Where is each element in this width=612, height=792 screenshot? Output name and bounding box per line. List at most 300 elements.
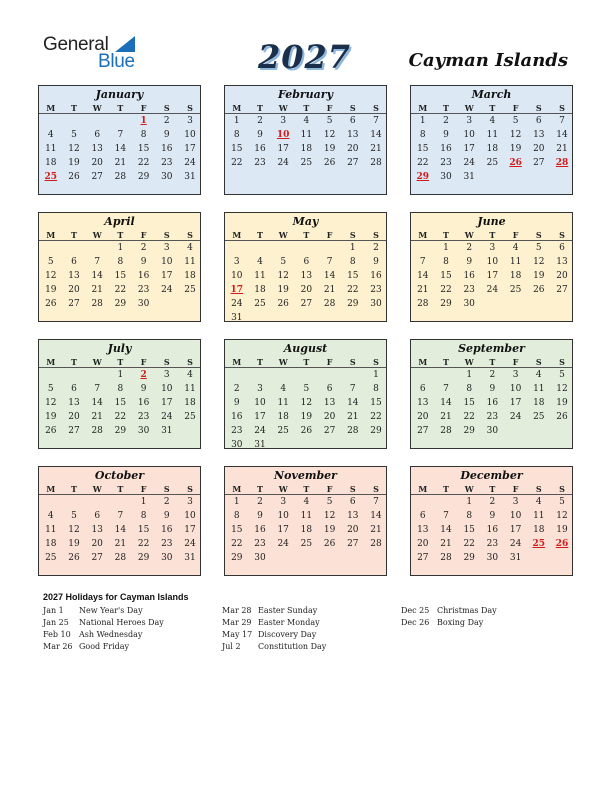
header-divider	[225, 367, 386, 368]
day-cell: 26	[277, 299, 289, 309]
day-cell: 3	[187, 497, 193, 507]
weekday-header	[39, 229, 200, 240]
day-cell: 23	[486, 412, 499, 422]
holiday-day-cell: 28	[555, 158, 569, 168]
weekday-label: S	[373, 484, 379, 494]
day-cell: 24	[254, 426, 266, 436]
day-cell: 7	[94, 257, 101, 267]
day-cell: 17	[509, 525, 522, 535]
day-cell: 8	[419, 130, 426, 140]
weekday-label: T	[257, 484, 263, 494]
day-cell: 11	[300, 511, 313, 521]
day-cell: 18	[254, 285, 266, 295]
day-cell: 3	[233, 257, 240, 267]
weekday-label: S	[559, 230, 565, 240]
weekday-label: T	[257, 103, 263, 113]
day-cell: 9	[233, 398, 240, 408]
day-cell: 19	[45, 412, 57, 422]
month-may	[224, 212, 387, 322]
day-cell: 18	[533, 525, 545, 535]
weekday-label: S	[373, 230, 379, 240]
day-cell: 27	[68, 426, 80, 436]
day-cell: 13	[300, 271, 313, 281]
month-october	[38, 466, 201, 576]
weekday-label: T	[443, 357, 449, 367]
day-cell: 24	[486, 285, 499, 295]
day-cell: 27	[91, 553, 103, 563]
day-cell: 10	[184, 130, 196, 140]
day-cell: 19	[45, 285, 57, 295]
day-cell: 7	[443, 511, 449, 521]
weekday-label: W	[278, 103, 288, 113]
day-cell: 13	[347, 130, 359, 140]
day-cell: 22	[370, 412, 382, 422]
day-cell: 22	[347, 285, 359, 295]
day-cell: 24	[184, 158, 196, 168]
month-september	[410, 339, 573, 449]
day-cell: 29	[370, 426, 382, 436]
header-divider	[225, 113, 386, 114]
day-cell: 7	[94, 384, 101, 394]
day-cell: 28	[114, 172, 127, 182]
holiday-column	[222, 606, 392, 654]
holiday-day-cell: 1	[140, 116, 147, 126]
day-cell: 27	[556, 285, 568, 295]
weekday-label: T	[71, 357, 77, 367]
day-cell: 27	[533, 158, 545, 168]
day-cell: 10	[184, 511, 196, 521]
day-cell: 23	[486, 539, 499, 549]
weekday-label: F	[512, 484, 519, 494]
day-cell: 21	[440, 412, 452, 422]
day-cell: 8	[117, 257, 124, 267]
day-cell: 15	[231, 525, 243, 535]
day-cell: 16	[440, 144, 452, 154]
day-cell: 18	[300, 525, 313, 535]
weekday-label: S	[535, 484, 542, 494]
day-cell: 9	[489, 511, 496, 521]
month-august	[224, 339, 387, 449]
weekday-label: T	[489, 357, 496, 367]
holiday-row	[401, 606, 571, 618]
day-cell: 29	[463, 426, 475, 436]
day-cell: 18	[45, 539, 57, 549]
day-cell: 26	[45, 299, 57, 309]
day-cell: 23	[161, 158, 173, 168]
weekday-label: T	[71, 103, 77, 113]
day-cell: 23	[254, 539, 266, 549]
weekday-label: S	[559, 484, 565, 494]
day-cell: 18	[277, 412, 289, 422]
day-cell: 20	[417, 539, 429, 549]
day-cell: 7	[373, 116, 379, 126]
day-cell: 26	[68, 172, 80, 182]
holiday-row	[401, 618, 571, 630]
day-cell: 10	[161, 257, 173, 267]
day-cell: 24	[509, 412, 522, 422]
logo-triangle-icon	[115, 36, 135, 52]
day-cell: 13	[68, 271, 80, 281]
day-cell: 17	[184, 144, 196, 154]
weekday-label: W	[278, 484, 288, 494]
day-cell: 6	[303, 257, 310, 267]
day-cell: 30	[137, 426, 150, 436]
day-cell: 12	[277, 271, 289, 281]
month-name: May	[292, 215, 319, 228]
weekday-label: T	[257, 230, 263, 240]
day-cell: 14	[91, 398, 103, 408]
day-cell: 3	[280, 497, 287, 507]
day-cell: 31	[254, 440, 266, 450]
day-cell: 6	[326, 384, 333, 394]
day-cell: 14	[91, 271, 103, 281]
holiday-day-cell: 10	[276, 130, 290, 140]
holiday-row	[43, 630, 213, 642]
day-cell: 29	[347, 299, 359, 309]
weekday-label: F	[140, 230, 147, 240]
day-cell: 11	[533, 511, 545, 521]
weekday-label: F	[326, 103, 333, 113]
weekday-label: W	[278, 230, 288, 240]
holidays-title: 2027 Holidays for Cayman Islands	[43, 592, 189, 602]
holiday-name: National Heroes Day	[79, 618, 164, 627]
month-name: January	[95, 88, 144, 101]
day-cell: 14	[440, 525, 452, 535]
header-divider	[411, 113, 572, 114]
day-cell: 1	[466, 370, 473, 380]
holiday-date: Dec 25	[401, 606, 430, 615]
holiday-name: Good Friday	[79, 642, 130, 651]
weekday-label: W	[278, 357, 288, 367]
day-cell: 19	[533, 271, 545, 281]
day-cell: 16	[137, 271, 150, 281]
day-cell: 12	[509, 130, 522, 140]
day-cell: 28	[114, 553, 127, 563]
day-cell: 23	[137, 412, 150, 422]
day-cell: 24	[161, 412, 173, 422]
month-february	[224, 85, 387, 195]
holiday-name: Discovery Day	[258, 630, 317, 639]
day-cell: 22	[137, 539, 150, 549]
day-cell: 1	[233, 116, 240, 126]
month-name: September	[458, 342, 525, 355]
day-cell: 30	[254, 553, 266, 563]
day-cell: 4	[303, 116, 310, 126]
day-cell: 15	[417, 144, 429, 154]
day-cell: 1	[140, 497, 147, 507]
day-cell: 20	[91, 158, 103, 168]
weekday-label: F	[512, 230, 519, 240]
day-cell: 16	[486, 525, 499, 535]
weekday-label: S	[187, 357, 193, 367]
day-cell: 17	[277, 144, 289, 154]
day-cell: 12	[533, 257, 545, 267]
holiday-date: Jan 1	[43, 606, 64, 615]
weekday-label: T	[303, 357, 310, 367]
weekday-header	[411, 483, 572, 494]
day-cell: 14	[370, 511, 382, 521]
day-cell: 26	[556, 412, 568, 422]
day-cell: 3	[466, 116, 473, 126]
weekday-label: S	[349, 484, 356, 494]
day-cell: 29	[440, 299, 452, 309]
day-cell: 20	[347, 525, 359, 535]
day-cell: 27	[91, 172, 103, 182]
day-cell: 21	[114, 158, 127, 168]
day-cell: 3	[187, 116, 193, 126]
day-cell: 24	[509, 539, 522, 549]
day-cell: 5	[71, 511, 77, 521]
day-cell: 27	[68, 299, 80, 309]
day-cell: 30	[137, 299, 150, 309]
day-cell: 29	[137, 553, 150, 563]
day-cell: 9	[163, 511, 170, 521]
weekday-label: S	[187, 230, 193, 240]
weekday-label: S	[349, 103, 356, 113]
day-cell: 16	[254, 525, 266, 535]
day-cell: 24	[231, 299, 243, 309]
weekday-label: T	[303, 230, 310, 240]
weekday-label: S	[559, 103, 565, 113]
day-cell: 2	[257, 116, 263, 126]
day-cell: 28	[440, 426, 452, 436]
day-cell: 29	[114, 426, 127, 436]
weekday-header	[225, 102, 386, 113]
day-cell: 11	[509, 257, 522, 267]
day-cell: 31	[161, 426, 173, 436]
day-cell: 12	[45, 398, 57, 408]
weekday-header	[39, 483, 200, 494]
day-cell: 17	[463, 144, 475, 154]
day-cell: 4	[280, 384, 287, 394]
day-cell: 1	[349, 243, 356, 253]
day-cell: 27	[417, 553, 429, 563]
day-cell: 23	[254, 158, 266, 168]
day-cell: 30	[370, 299, 382, 309]
day-cell: 2	[257, 497, 263, 507]
day-cell: 18	[486, 144, 499, 154]
day-cell: 28	[440, 553, 452, 563]
day-cell: 21	[370, 525, 382, 535]
day-cell: 18	[45, 158, 57, 168]
holiday-date: Jan 25	[43, 618, 69, 627]
day-cell: 13	[91, 144, 103, 154]
day-cell: 17	[486, 271, 499, 281]
day-cell: 9	[140, 384, 147, 394]
holiday-day-cell: 26	[555, 539, 569, 549]
header-divider	[39, 113, 200, 114]
day-cell: 17	[277, 525, 289, 535]
day-cell: 21	[114, 539, 127, 549]
day-cell: 27	[347, 158, 359, 168]
day-cell: 27	[417, 426, 429, 436]
day-cell: 3	[163, 243, 170, 253]
day-cell: 30	[463, 299, 475, 309]
holiday-row	[222, 630, 392, 642]
day-cell: 14	[347, 398, 359, 408]
holiday-date: Mar 29	[222, 618, 252, 627]
day-cell: 16	[370, 271, 382, 281]
weekday-label: W	[92, 230, 102, 240]
day-cell: 20	[347, 144, 359, 154]
weekday-label: S	[187, 103, 193, 113]
month-name: April	[104, 215, 135, 228]
day-cell: 31	[463, 172, 475, 182]
day-cell: 14	[114, 525, 127, 535]
day-cell: 26	[323, 158, 336, 168]
weekday-header	[411, 229, 572, 240]
day-cell: 27	[323, 426, 336, 436]
holiday-name: Easter Sunday	[258, 606, 318, 615]
month-name: October	[94, 469, 145, 482]
day-cell: 9	[466, 257, 473, 267]
day-cell: 28	[370, 539, 382, 549]
day-cell: 24	[161, 285, 173, 295]
day-cell: 21	[91, 285, 103, 295]
day-cell: 13	[68, 398, 80, 408]
day-cell: 1	[419, 116, 426, 126]
day-cell: 20	[91, 539, 103, 549]
header-divider	[225, 494, 386, 495]
day-cell: 4	[187, 243, 193, 253]
day-cell: 23	[161, 539, 173, 549]
holiday-date: Mar 28	[222, 606, 252, 615]
day-cell: 5	[559, 497, 565, 507]
day-cell: 10	[509, 511, 522, 521]
day-cell: 4	[187, 370, 193, 380]
day-cell: 15	[463, 525, 475, 535]
calendar-year: 2027	[258, 38, 352, 76]
day-cell: 25	[45, 553, 57, 563]
day-cell: 28	[347, 426, 359, 436]
day-cell: 25	[254, 299, 266, 309]
weekday-header	[225, 356, 386, 367]
day-cell: 31	[509, 553, 522, 563]
header-divider	[39, 240, 200, 241]
day-cell: 16	[161, 144, 173, 154]
weekday-label: F	[140, 103, 147, 113]
day-cell: 3	[512, 370, 519, 380]
day-cell: 13	[533, 130, 545, 140]
day-cell: 26	[300, 426, 313, 436]
day-cell: 23	[231, 426, 243, 436]
weekday-label: M	[232, 484, 242, 494]
day-cell: 16	[463, 271, 475, 281]
day-cell: 11	[277, 398, 289, 408]
weekday-header	[411, 102, 572, 113]
day-cell: 2	[443, 116, 449, 126]
day-cell: 22	[114, 285, 127, 295]
day-cell: 14	[370, 130, 382, 140]
day-cell: 12	[300, 398, 313, 408]
day-cell: 28	[91, 426, 103, 436]
month-name: August	[283, 342, 328, 355]
day-cell: 23	[137, 285, 150, 295]
day-cell: 2	[466, 243, 473, 253]
day-cell: 11	[45, 525, 57, 535]
day-cell: 28	[370, 158, 382, 168]
day-cell: 29	[463, 553, 475, 563]
day-cell: 7	[117, 130, 124, 140]
weekday-label: T	[489, 484, 496, 494]
day-cell: 26	[68, 553, 80, 563]
day-cell: 15	[370, 398, 382, 408]
day-cell: 22	[463, 539, 475, 549]
weekday-label: T	[117, 230, 124, 240]
day-cell: 2	[489, 370, 496, 380]
header-divider	[411, 494, 572, 495]
holiday-date: Feb 10	[43, 630, 71, 639]
day-cell: 10	[161, 384, 173, 394]
holiday-date: Mar 26	[43, 642, 73, 651]
day-cell: 6	[535, 116, 542, 126]
holiday-name: Boxing Day	[437, 618, 484, 627]
day-cell: 30	[486, 426, 499, 436]
weekday-label: W	[92, 484, 102, 494]
day-cell: 27	[300, 299, 313, 309]
day-cell: 24	[277, 158, 289, 168]
day-cell: 22	[231, 539, 243, 549]
day-cell: 4	[512, 243, 519, 253]
day-cell: 7	[117, 511, 124, 521]
weekday-label: M	[46, 103, 56, 113]
day-cell: 30	[161, 172, 173, 182]
day-cell: 19	[556, 398, 568, 408]
day-cell: 21	[417, 285, 429, 295]
holiday-day-cell: 2	[140, 370, 147, 380]
day-cell: 8	[466, 384, 473, 394]
header-divider	[39, 367, 200, 368]
weekday-label: S	[535, 357, 542, 367]
header-divider	[39, 494, 200, 495]
day-cell: 21	[347, 412, 359, 422]
day-cell: 9	[257, 511, 263, 521]
day-cell: 8	[140, 511, 147, 521]
month-march	[410, 85, 573, 195]
day-cell: 12	[45, 271, 57, 281]
day-cell: 30	[231, 440, 243, 450]
day-cell: 11	[300, 130, 313, 140]
day-cell: 5	[303, 384, 310, 394]
day-cell: 2	[163, 116, 170, 126]
day-cell: 17	[161, 271, 173, 281]
day-cell: 7	[373, 497, 379, 507]
day-cell: 19	[556, 525, 568, 535]
day-cell: 5	[326, 497, 333, 507]
day-cell: 20	[323, 412, 336, 422]
day-cell: 15	[114, 271, 127, 281]
day-cell: 19	[509, 144, 522, 154]
day-cell: 4	[47, 130, 54, 140]
day-cell: 25	[486, 158, 499, 168]
day-cell: 18	[184, 398, 196, 408]
day-cell: 11	[184, 257, 196, 267]
weekday-label: S	[163, 230, 170, 240]
day-cell: 19	[323, 144, 336, 154]
day-cell: 14	[440, 398, 452, 408]
weekday-header	[39, 356, 200, 367]
day-cell: 14	[417, 271, 429, 281]
weekday-label: F	[140, 484, 147, 494]
weekday-label: S	[163, 103, 170, 113]
day-cell: 3	[280, 116, 287, 126]
day-cell: 17	[254, 412, 266, 422]
day-cell: 2	[233, 384, 240, 394]
day-cell: 25	[533, 412, 545, 422]
day-cell: 1	[117, 370, 124, 380]
weekday-label: M	[46, 484, 56, 494]
weekday-label: M	[418, 357, 428, 367]
